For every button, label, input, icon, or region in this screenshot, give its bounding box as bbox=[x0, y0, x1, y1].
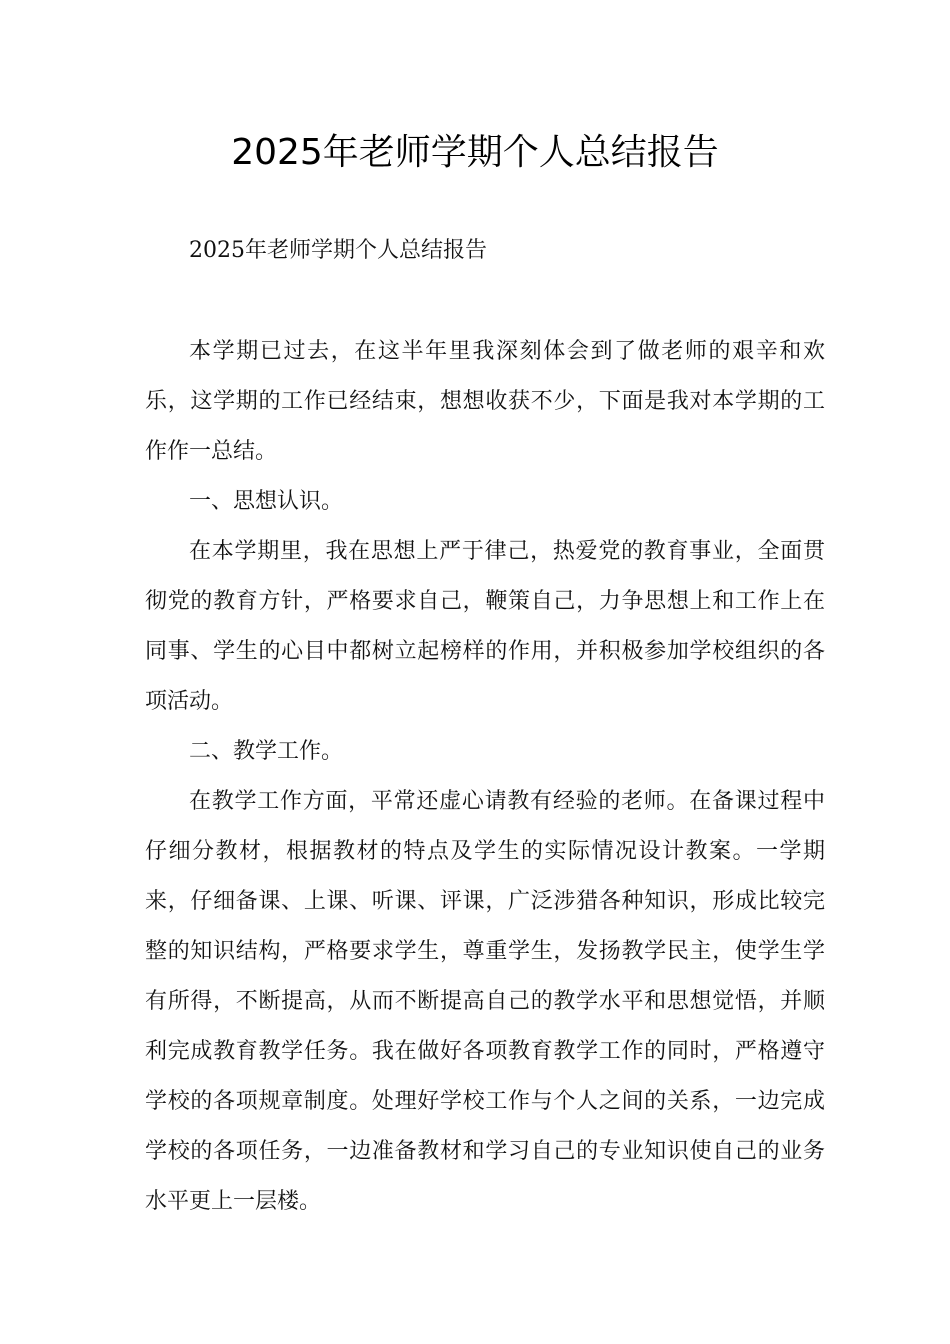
section-heading-thought: 一、思想认识。 bbox=[189, 489, 344, 514]
paragraph-teaching: 在教学工作方面，平常还虚心请教有经验的老师。在备课过程中仔细分教材，根据教材的特点及学生的实际情况设计教案。一学期来，仔细备课、上课、听课、评课，广泛涉猎各种知识，形成比较完整的知识结构，严格要求学生，尊重学生，发扬教学民主，使学生学有所得，不断提高，从而不断提高自己的教学水平和思想觉悟，并顺利完成教育教学任务。我在做好各项教育教学工作的同时，严格遵守学校的各项规章制度。处理好学校工作与个人之间的关系，一边完成学校的各项任务，一边准备教材和学习自己的专业知识使自己的业务水平更上一层楼。 bbox=[145, 789, 825, 1214]
paragraph-intro: 本学期已过去，在这半年里我深刻体会到了做老师的艰辛和欢乐，这学期的工作已经结束，想想收获不少，下面是我对本学期的工作作一总结。 bbox=[145, 339, 825, 464]
paragraph-thought: 在本学期里，我在思想上严于律己，热爱党的教育事业，全面贯彻党的教育方针，严格要求自己，鞭策自己，力争思想上和工作上在同事、学生的心目中都树立起榜样的作用，并积极参加学校组织的各项活动。 bbox=[145, 539, 825, 714]
document-body bbox=[145, 327, 825, 1227]
section-heading-teaching: 二、教学工作。 bbox=[189, 739, 344, 764]
document-title: 2025年老师学期个人总结报告 bbox=[231, 132, 719, 173]
document-subtitle: 2025年老师学期个人总结报告 bbox=[189, 238, 487, 263]
